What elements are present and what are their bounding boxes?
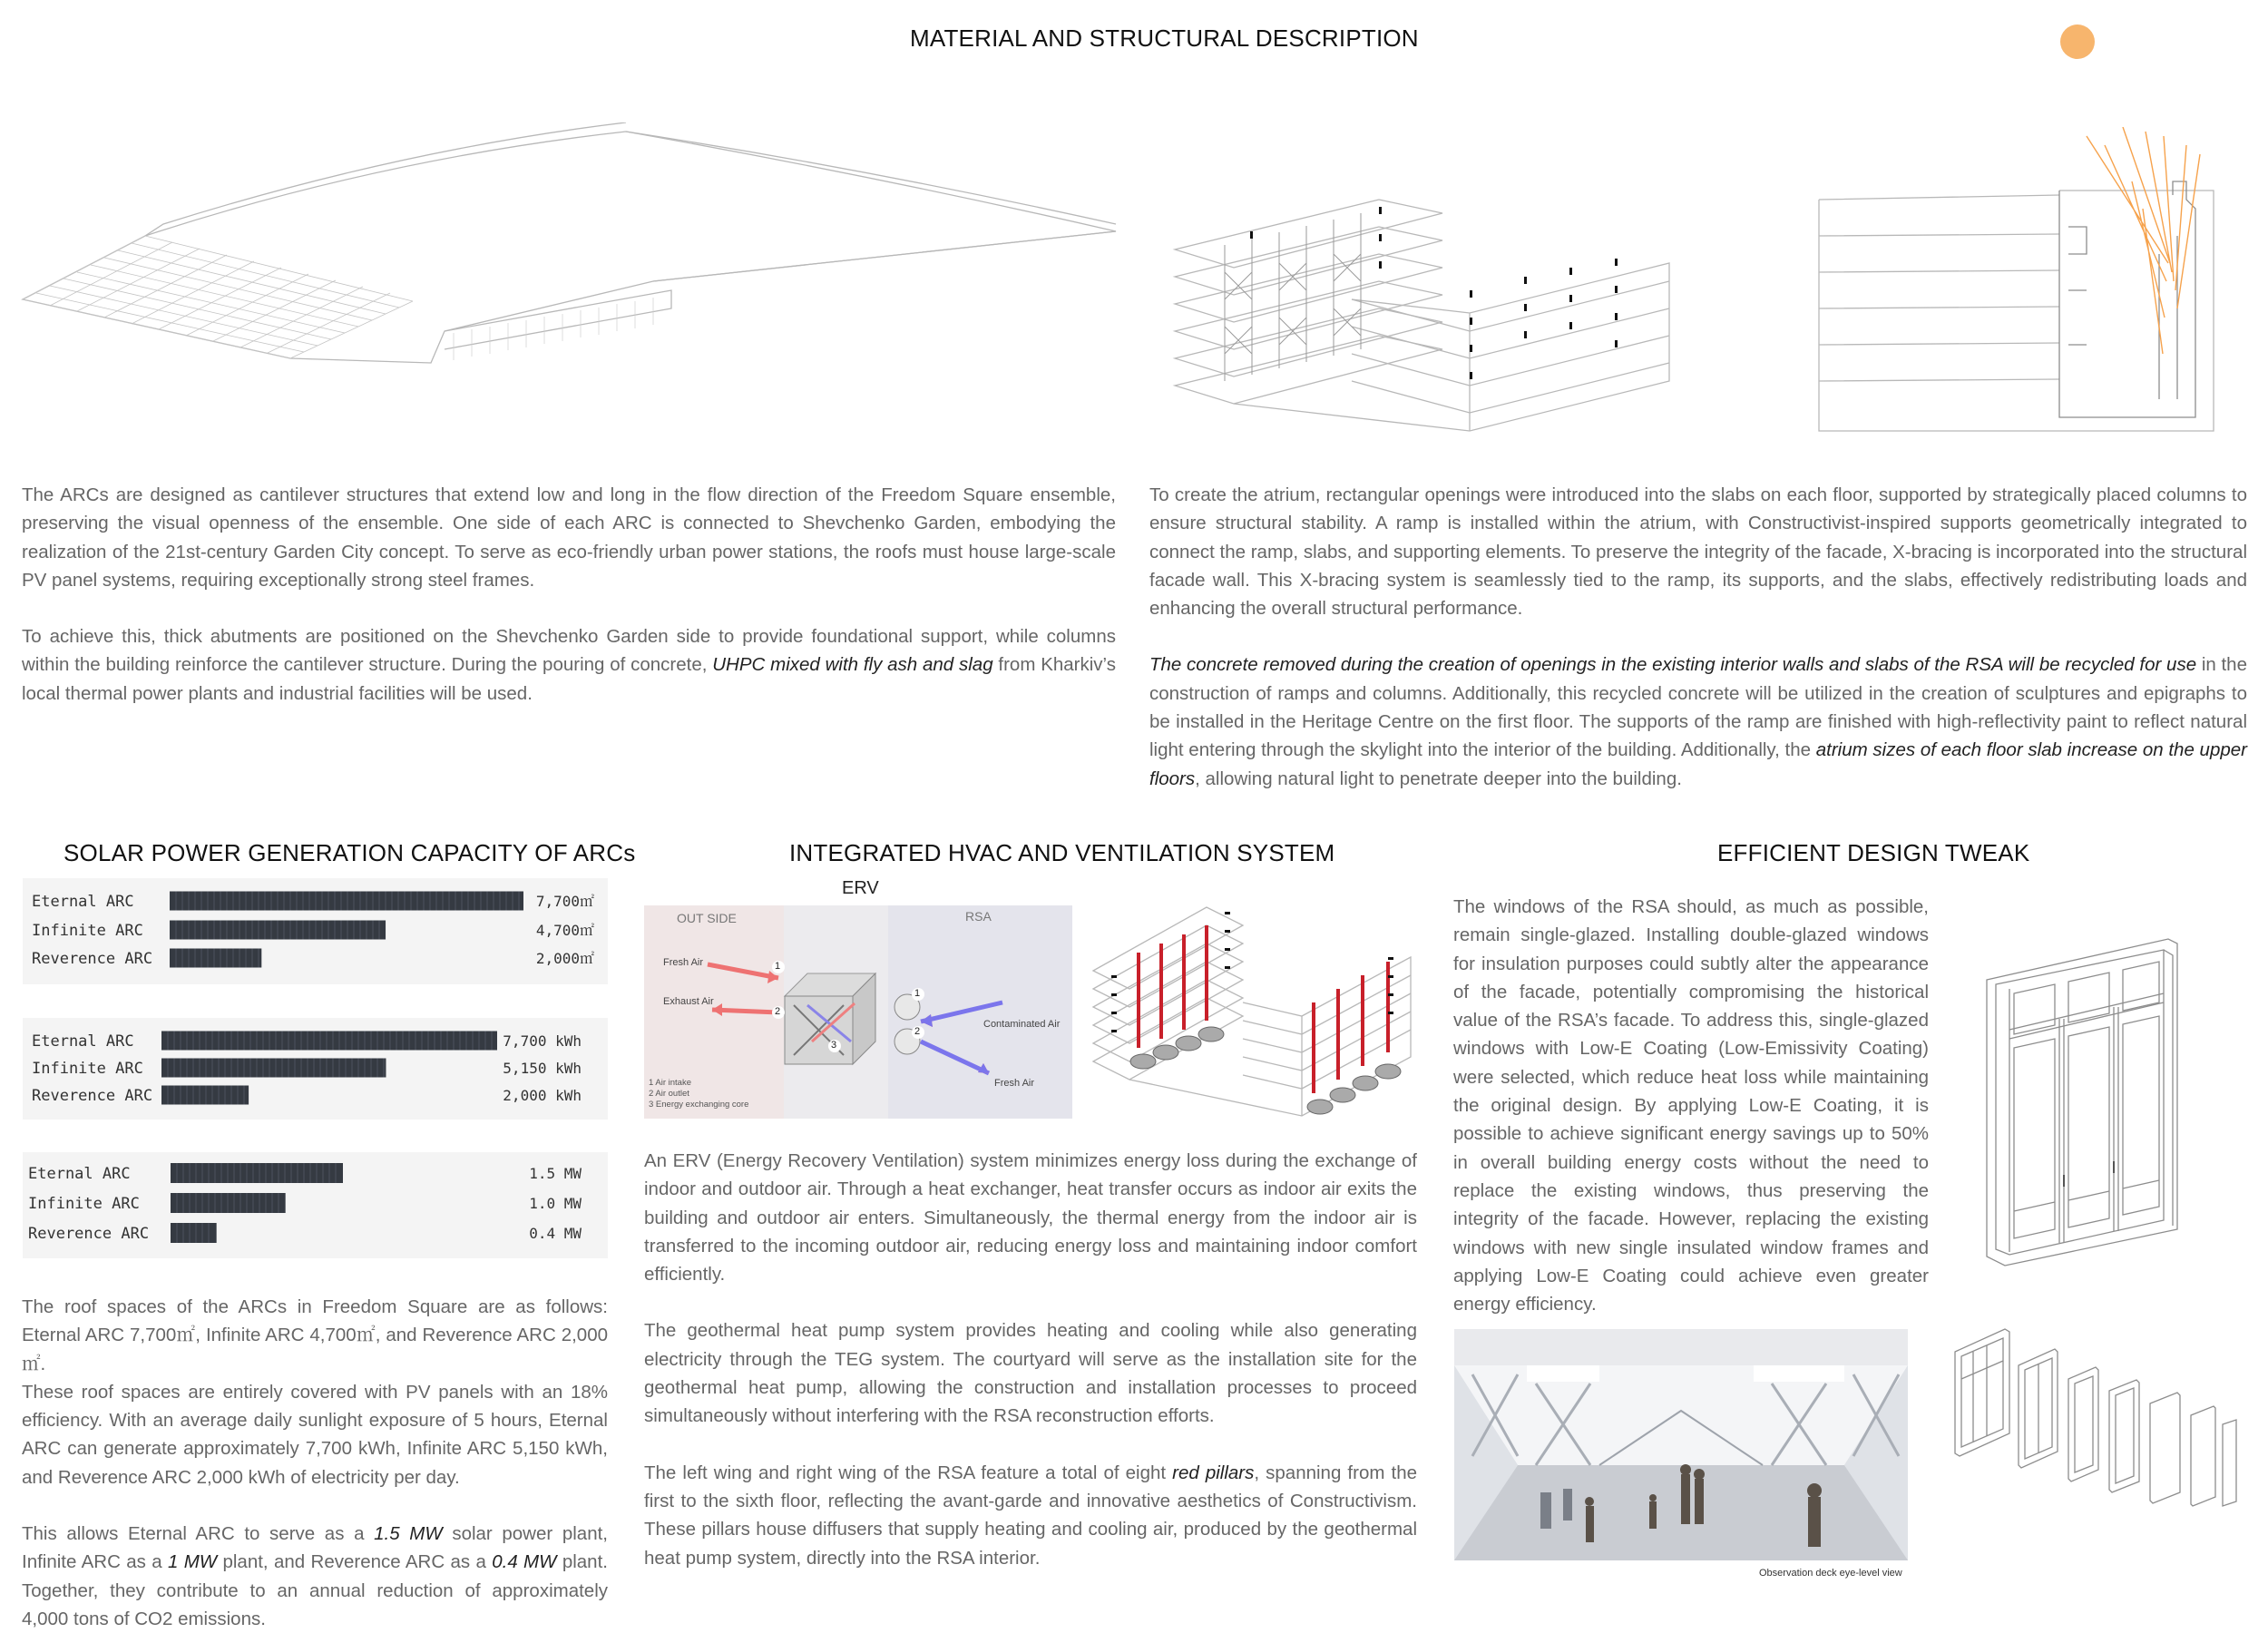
emphasis-text: UHPC mixed with fly ash and slag (712, 654, 993, 676)
hvac-text (644, 1147, 1417, 1572)
daily-generation-chart (23, 1018, 608, 1120)
erv-legend-item: 1 Air intake (649, 1078, 691, 1088)
accent-dot (2060, 24, 2095, 59)
arc-cantilever-drawing (18, 122, 1120, 381)
bar-value-label: 2,000㎡ (535, 950, 594, 967)
bar (170, 949, 261, 968)
solar-heading: SOLAR POWER GENERATION CAPACITY OF ARCs (64, 839, 636, 866)
erv-label: ERV (842, 878, 879, 898)
observation-deck-render (1454, 1329, 1908, 1560)
emphasis-text: The concrete removed during the creation of openings in the existing interior walls and slabs of the RSA will be recycled for use (1149, 654, 2197, 676)
hvac-paragraph: An ERV (Energy Recovery Ventilation) system minimizes energy loss during the exchange of indoor and outdoor air. Through a heat exchanger, heat transfer occurs as indoor air exits the building and outdoor air enters. Simultaneously, the thermal energy from the indoor air is transferred to the incoming outdoor air, reducing energy loss and maintaining indoor comfort efficiently. (644, 1150, 1417, 1286)
hvac-paragraph: The left wing and right wing of the RSA feature a total of eight red pillars, spanning from the first to the sixth floor, reflecting the avant-garde and innovative aesthetics of Constructivism. These pillars house diffusers that supply heating and cooling air, produced by the geothermal heat pump system, directly into the RSA interior. (644, 1462, 1417, 1569)
render-caption: Observation deck eye-level view (1759, 1568, 1902, 1579)
erv-exhaust-air-label: Exhaust Air (663, 996, 714, 1007)
roof-area-chart (23, 878, 608, 984)
emphasis-text: atrium sizes of each floor slab increase on the upper floors (1149, 739, 2247, 789)
erv-number-2: 2 (775, 1006, 781, 1017)
erv-legend (649, 1078, 748, 1110)
window-exploded-drawing (1950, 1320, 2241, 1511)
bar-value-label: 0.4 MW (529, 1225, 582, 1242)
atrium-axonometric-drawing (1170, 181, 1678, 435)
emphasis-text: 1 MW (167, 1551, 218, 1573)
erv-contaminated-air-label: Contaminated Air (983, 1019, 1061, 1030)
red-pillars-axonometric (1089, 903, 1420, 1125)
bar (170, 892, 523, 911)
emphasis-text: 1.5 MW (374, 1523, 443, 1545)
hvac-heading: INTEGRATED HVAC AND VENTILATION SYSTEM (789, 839, 1335, 866)
erv-legend-item: 3 Energy exchanging core (649, 1100, 749, 1110)
erv-number-3: 3 (831, 1040, 837, 1051)
tweak-heading: EFFICIENT DESIGN TWEAK (1717, 839, 2030, 866)
structure-paragraph: To achieve this, thick abutments are positioned on the Shevchenko Garden side to provide foundational support, while columns within the building reinforce the cantilever structure. During the pouring of concrete, UHPC mixed with fly ash and slag from Kharkiv’s local thermal power plants and industrial facilities will be used. (22, 626, 1116, 704)
erv-number-1-right: 1 (914, 988, 921, 999)
bar-category-label: Reverence ARC (32, 950, 153, 968)
emphasis-text: red pillars (1172, 1462, 1255, 1483)
window-elevation-drawing (1978, 930, 2186, 1270)
erv-diagram (644, 905, 1072, 1119)
solar-text (22, 1293, 608, 1633)
bar-category-label: Eternal ARC (32, 893, 134, 911)
bar-category-label: Infinite ARC (32, 922, 143, 940)
erv-number-2-right: 2 (914, 1026, 921, 1037)
bar-value-label: 5,150 kWh (503, 1060, 582, 1077)
bar-value-label: 4,700㎡ (535, 922, 594, 939)
solar-paragraph: The roof spaces of the ARCs in Freedom Square are as follows: Eternal ARC 7,700㎡, Infinite ARC 4,700㎡, and Reverence ARC 2,000㎡. (22, 1296, 608, 1374)
solar-paragraph: These roof spaces are entirely covered with PV panels with an 18% efficiency. With an average daily sunlight exposure of 5 hours, Eternal ARC can generate approximately 7,700 kWh, Infinite ARC 5,150 kWh, and Reverence ARC 2,000 kWh of electricity per day. (22, 1381, 608, 1488)
hvac-paragraph: The geothermal heat pump system provides heating and cooling while also generating electricity through the TEG system. The courtyard will serve as the installation site for the geothermal heat pump, allowing the construction and installation processes to proceed simultaneously without interfering with the RSA reconstruction efforts. (644, 1320, 1417, 1427)
bar-category-label: Eternal ARC (28, 1165, 131, 1183)
erv-outside-label: OUT SIDE (677, 911, 737, 925)
bar-value-label: 1.0 MW (529, 1195, 582, 1212)
bar-value-label: 2,000 kWh (503, 1087, 582, 1104)
erv-rsa-label: RSA (965, 909, 992, 924)
structure-paragraph: The ARCs are designed as cantilever structures that extend low and long in the flow direction of the Freedom Square ensemble, preserving the visual openness of the ensemble. One side of each ARC is connected to Shevchenko Garden, embodying the realization of the 21st-century Garden City concept. To serve as eco-friendly urban power stations, the roofs must house large-scale PV panel systems, requiring exceptionally strong steel frames. (22, 484, 1116, 591)
section-daylight-drawing (1814, 127, 2223, 435)
erv-fresh-air-in-label: Fresh Air (663, 957, 704, 968)
emphasis-text: 0.4 MW (492, 1551, 557, 1573)
bar-category-label: Reverence ARC (28, 1225, 150, 1243)
erv-legend-item: 2 Air outlet (649, 1089, 689, 1099)
tweak-text (1453, 893, 1929, 1318)
bar-category-label: Eternal ARC (32, 1032, 134, 1051)
bar-category-label: Infinite ARC (32, 1060, 143, 1078)
bar-category-label: Reverence ARC (32, 1087, 153, 1105)
bar (171, 1223, 217, 1243)
erv-fresh-air-out-label: Fresh Air (994, 1078, 1035, 1089)
page-title: MATERIAL AND STRUCTURAL DESCRIPTION (910, 24, 1419, 52)
atrium-paragraph: To create the atrium, rectangular openings were introduced into the slabs on each floor, supported by strategically placed columns to ensure structural stability. A ramp is installed within the atrium, with Constructivist-inspired supports geometrically integrated to connect the ramp, slabs, and supporting elements. To preserve the integrity of the facade, X-bracing is incorporated into the structural facade wall. This X-bracing system is seamlessly tied to the ramp, its supports, and the slabs, effectively redistributing loads and enhancing the overall structural performance. (1149, 484, 2247, 620)
bar-value-label: 1.5 MW (529, 1165, 582, 1182)
erv-number-1: 1 (775, 961, 781, 972)
tweak-paragraph: The windows of the RSA should, as much as possible, remain single-glazed. Installing double-glazed windows for insulation purposes could subtly alter the appearance of the facade, potentially compromising the historical value of the RSA’s facade. To address this, single-glazed windows with Low-E Coating (Low-Emissivity Coating) were selected, which reduce heat loss while maintaining the original design. By applying Low-E Coating, it is possible to achieve significant energy savings up to 50% in overall building energy costs without the need to replace the existing windows, thus preserving the integrity of the facade. However, replacing the existing windows with new single insulated window frames and applying Low-E Coating could achieve even greater energy efficiency. (1453, 896, 1929, 1315)
power-capacity-chart (23, 1152, 608, 1258)
structure-text-right (1149, 481, 2247, 793)
solar-paragraph: This allows Eternal ARC to serve as a 1.5 MW solar power plant, Infinite ARC as a 1 MW plant, and Reverence ARC as a 0.4 MW plant. Together, they contribute to an annual reduction of approximately 4,000 tons of CO2 emissions. (22, 1523, 608, 1629)
recycling-paragraph: The concrete removed during the creation of openings in the existing interior walls and slabs of the RSA will be recycled for use in the construction of ramps and columns. Additionally, this recycled concrete will be utilized in the creation of sculptures and epigraphs to be installed in the Heritage Centre on the first floor. The supports of the ramp are finished with high-reflectivity paint to reflect natural light entering through the skylight into the interior of the building. Additionally, the atrium sizes of each floor slab increase on the upper floors, allowing natural light to penetrate deeper into the building. (1149, 654, 2247, 789)
bar-value-label: 7,700㎡ (535, 893, 594, 910)
bar-value-label: 7,700 kWh (503, 1032, 582, 1050)
structure-text-left (22, 481, 1116, 708)
bar-category-label: Infinite ARC (28, 1195, 140, 1213)
